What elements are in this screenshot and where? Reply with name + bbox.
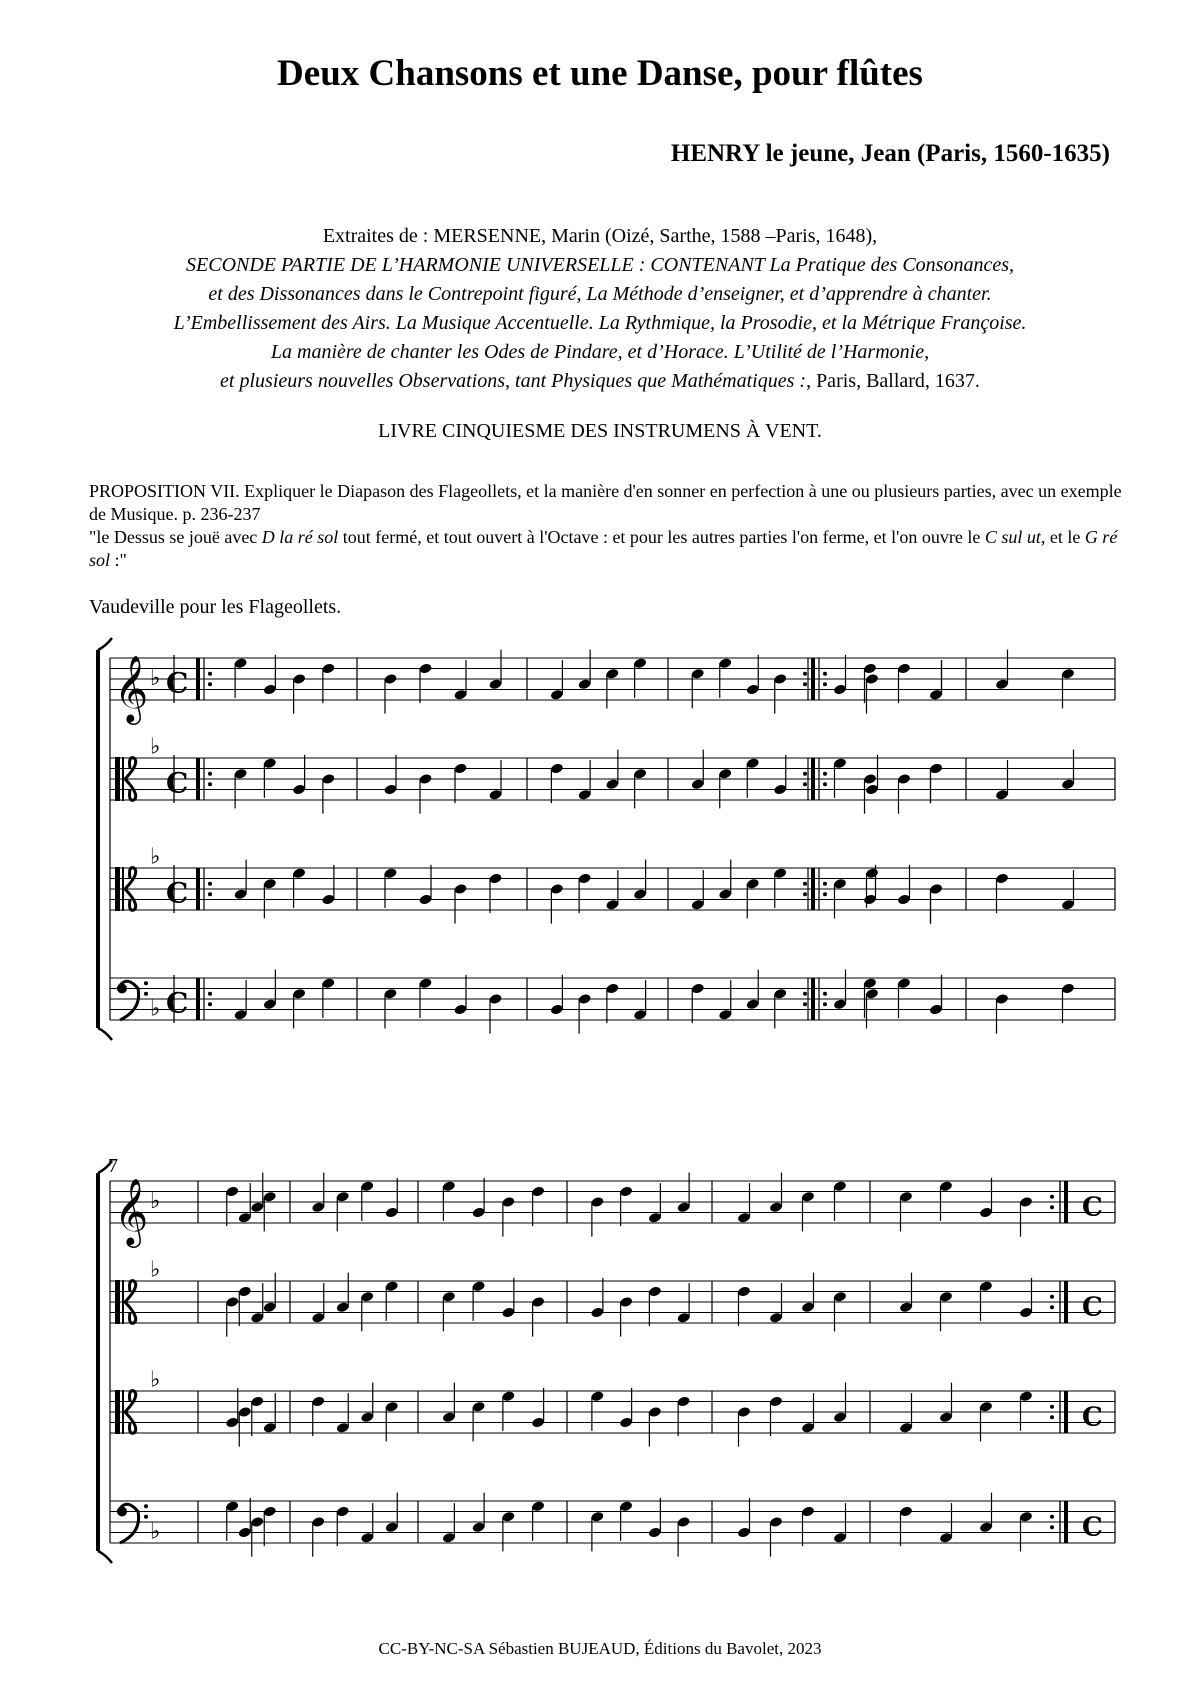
page-footer: CC-BY-NC-SA Sébastien BUJEAUD, Éditions du Bavolet, 2023 — [378, 1639, 822, 1658]
repeat-dot — [208, 782, 212, 786]
repeat-dot — [803, 682, 807, 686]
piece-title: Vaudeville pour les Flageollets. — [89, 596, 342, 618]
alto-clef — [122, 867, 124, 911]
repeat-dot — [1050, 1525, 1054, 1529]
measure-number: 7 — [108, 1155, 118, 1177]
alto-clef — [115, 1390, 120, 1434]
quote-italic-1: D la ré sol — [261, 527, 339, 547]
repeat-dot — [823, 1002, 827, 1006]
repeat-dot — [803, 1002, 807, 1006]
repeat-dot — [1050, 1405, 1054, 1409]
repeat-dot — [803, 672, 807, 676]
source-line-5: La manière de chanter les Odes de Pindare, et d’Horace. L’Utilité de l’Harmonie, — [270, 341, 930, 363]
page-title: Deux Chansons et une Danse, pour flûtes — [277, 53, 923, 94]
repeat-dot — [803, 882, 807, 886]
treble-clef: 𝄞 — [114, 1177, 149, 1245]
repeat-dot — [823, 682, 827, 686]
bass-clef — [144, 981, 148, 985]
repeat-dot — [823, 772, 827, 776]
repeat-dot — [208, 992, 212, 996]
key-flat: ♭ — [150, 666, 161, 691]
repeat-dot — [1050, 1415, 1054, 1419]
time-signature: C — [1082, 1512, 1103, 1543]
key-flat: ♭ — [150, 1257, 161, 1283]
quote-italic-2: C sul ut — [984, 527, 1041, 547]
bass-clef — [144, 1504, 148, 1508]
repeat-dot — [208, 772, 212, 776]
repeat-dot — [803, 782, 807, 786]
repeat-dot — [208, 682, 212, 686]
source-line-2: SECONDE PARTIE DE L’HARMONIE UNIVERSELLE : CONTENANT La Pratique des Consonances, — [186, 254, 1014, 276]
source-line-6-italic: et plusieurs nouvelles Observations, tant Physiques que Mathématiques : — [220, 370, 807, 392]
repeat-dot — [208, 882, 212, 886]
time-signature: C — [166, 766, 189, 800]
system-bracket — [98, 1551, 112, 1563]
time-signature: C — [166, 986, 189, 1020]
proposition-heading: PROPOSITION VII. Expliquer le Diapason des Flageollets, et la manière d'en sonner en perfection à une ou plusieurs parties, avec un exemple de Musique. p. 236-237 — [89, 481, 1122, 524]
repeat-dot — [803, 892, 807, 896]
composer-credit: HENRY le jeune, Jean (Paris, 1560-1635) — [670, 140, 1110, 167]
bass-clef — [144, 992, 148, 996]
alto-clef — [115, 867, 120, 911]
book-heading: LIVRE CINQUIESME DES INSTRUMENS À VENT. — [378, 420, 822, 442]
quote-part-1: "le Dessus se jouë avec — [89, 527, 262, 547]
key-flat: ♭ — [150, 1189, 161, 1214]
repeat-dot — [208, 672, 212, 676]
repeat-dot — [1050, 1205, 1054, 1209]
quote-part-2: tout fermé, et tout ouvert à l'Octave : et pour les autres parties l'on ferme, et l'on ouvre le — [338, 527, 985, 547]
bass-clef — [144, 1515, 148, 1519]
repeat-dot — [823, 782, 827, 786]
quote-italic-3: G ré sol — [89, 527, 1118, 570]
alto-clef — [115, 1280, 120, 1324]
repeat-dot — [823, 992, 827, 996]
alto-clef — [122, 757, 124, 801]
alto-clef — [115, 757, 120, 801]
repeat-dot — [823, 892, 827, 896]
time-signature: C — [1082, 1292, 1103, 1323]
repeat-dot — [1050, 1295, 1054, 1299]
time-signature: C — [1082, 1192, 1103, 1223]
source-line-3: et des Dissonances dans le Contrepoint figuré, La Méthode d’enseigner, et d’apprendre à chanter. — [208, 283, 992, 305]
repeat-dot — [1050, 1195, 1054, 1199]
repeat-dot — [208, 1002, 212, 1006]
time-signature: C — [166, 876, 189, 910]
key-flat: ♭ — [150, 1367, 161, 1393]
source-line-6-rest: , Paris, Ballard, 1637. — [806, 370, 980, 392]
quote-part-3: , et le — [1040, 527, 1085, 547]
quote-part-4: :" — [110, 550, 127, 570]
key-flat: ♭ — [150, 844, 161, 870]
treble-clef: 𝄞 — [114, 654, 149, 722]
repeat-dot — [803, 772, 807, 776]
system-bracket — [98, 638, 112, 650]
key-flat: ♭ — [150, 996, 161, 1022]
alto-clef — [122, 1390, 124, 1434]
system-bracket — [98, 1028, 112, 1040]
repeat-dot — [823, 882, 827, 886]
alto-clef — [122, 1280, 124, 1324]
time-signature: C — [1082, 1402, 1103, 1433]
key-flat: ♭ — [150, 734, 161, 760]
repeat-dot — [208, 892, 212, 896]
source-line-4: L’Embellissement des Airs. La Musique Accentuelle. La Rythmique, la Prosodie, et la Métrique Françoise. — [173, 312, 1027, 334]
repeat-dot — [803, 992, 807, 996]
source-line-1: Extraites de : MERSENNE, Marin (Oizé, Sarthe, 1588 –Paris, 1648), — [322, 225, 878, 247]
key-flat: ♭ — [150, 1519, 161, 1545]
repeat-dot — [1050, 1305, 1054, 1309]
time-signature: C — [166, 666, 189, 700]
repeat-dot — [1050, 1515, 1054, 1519]
repeat-dot — [823, 672, 827, 676]
